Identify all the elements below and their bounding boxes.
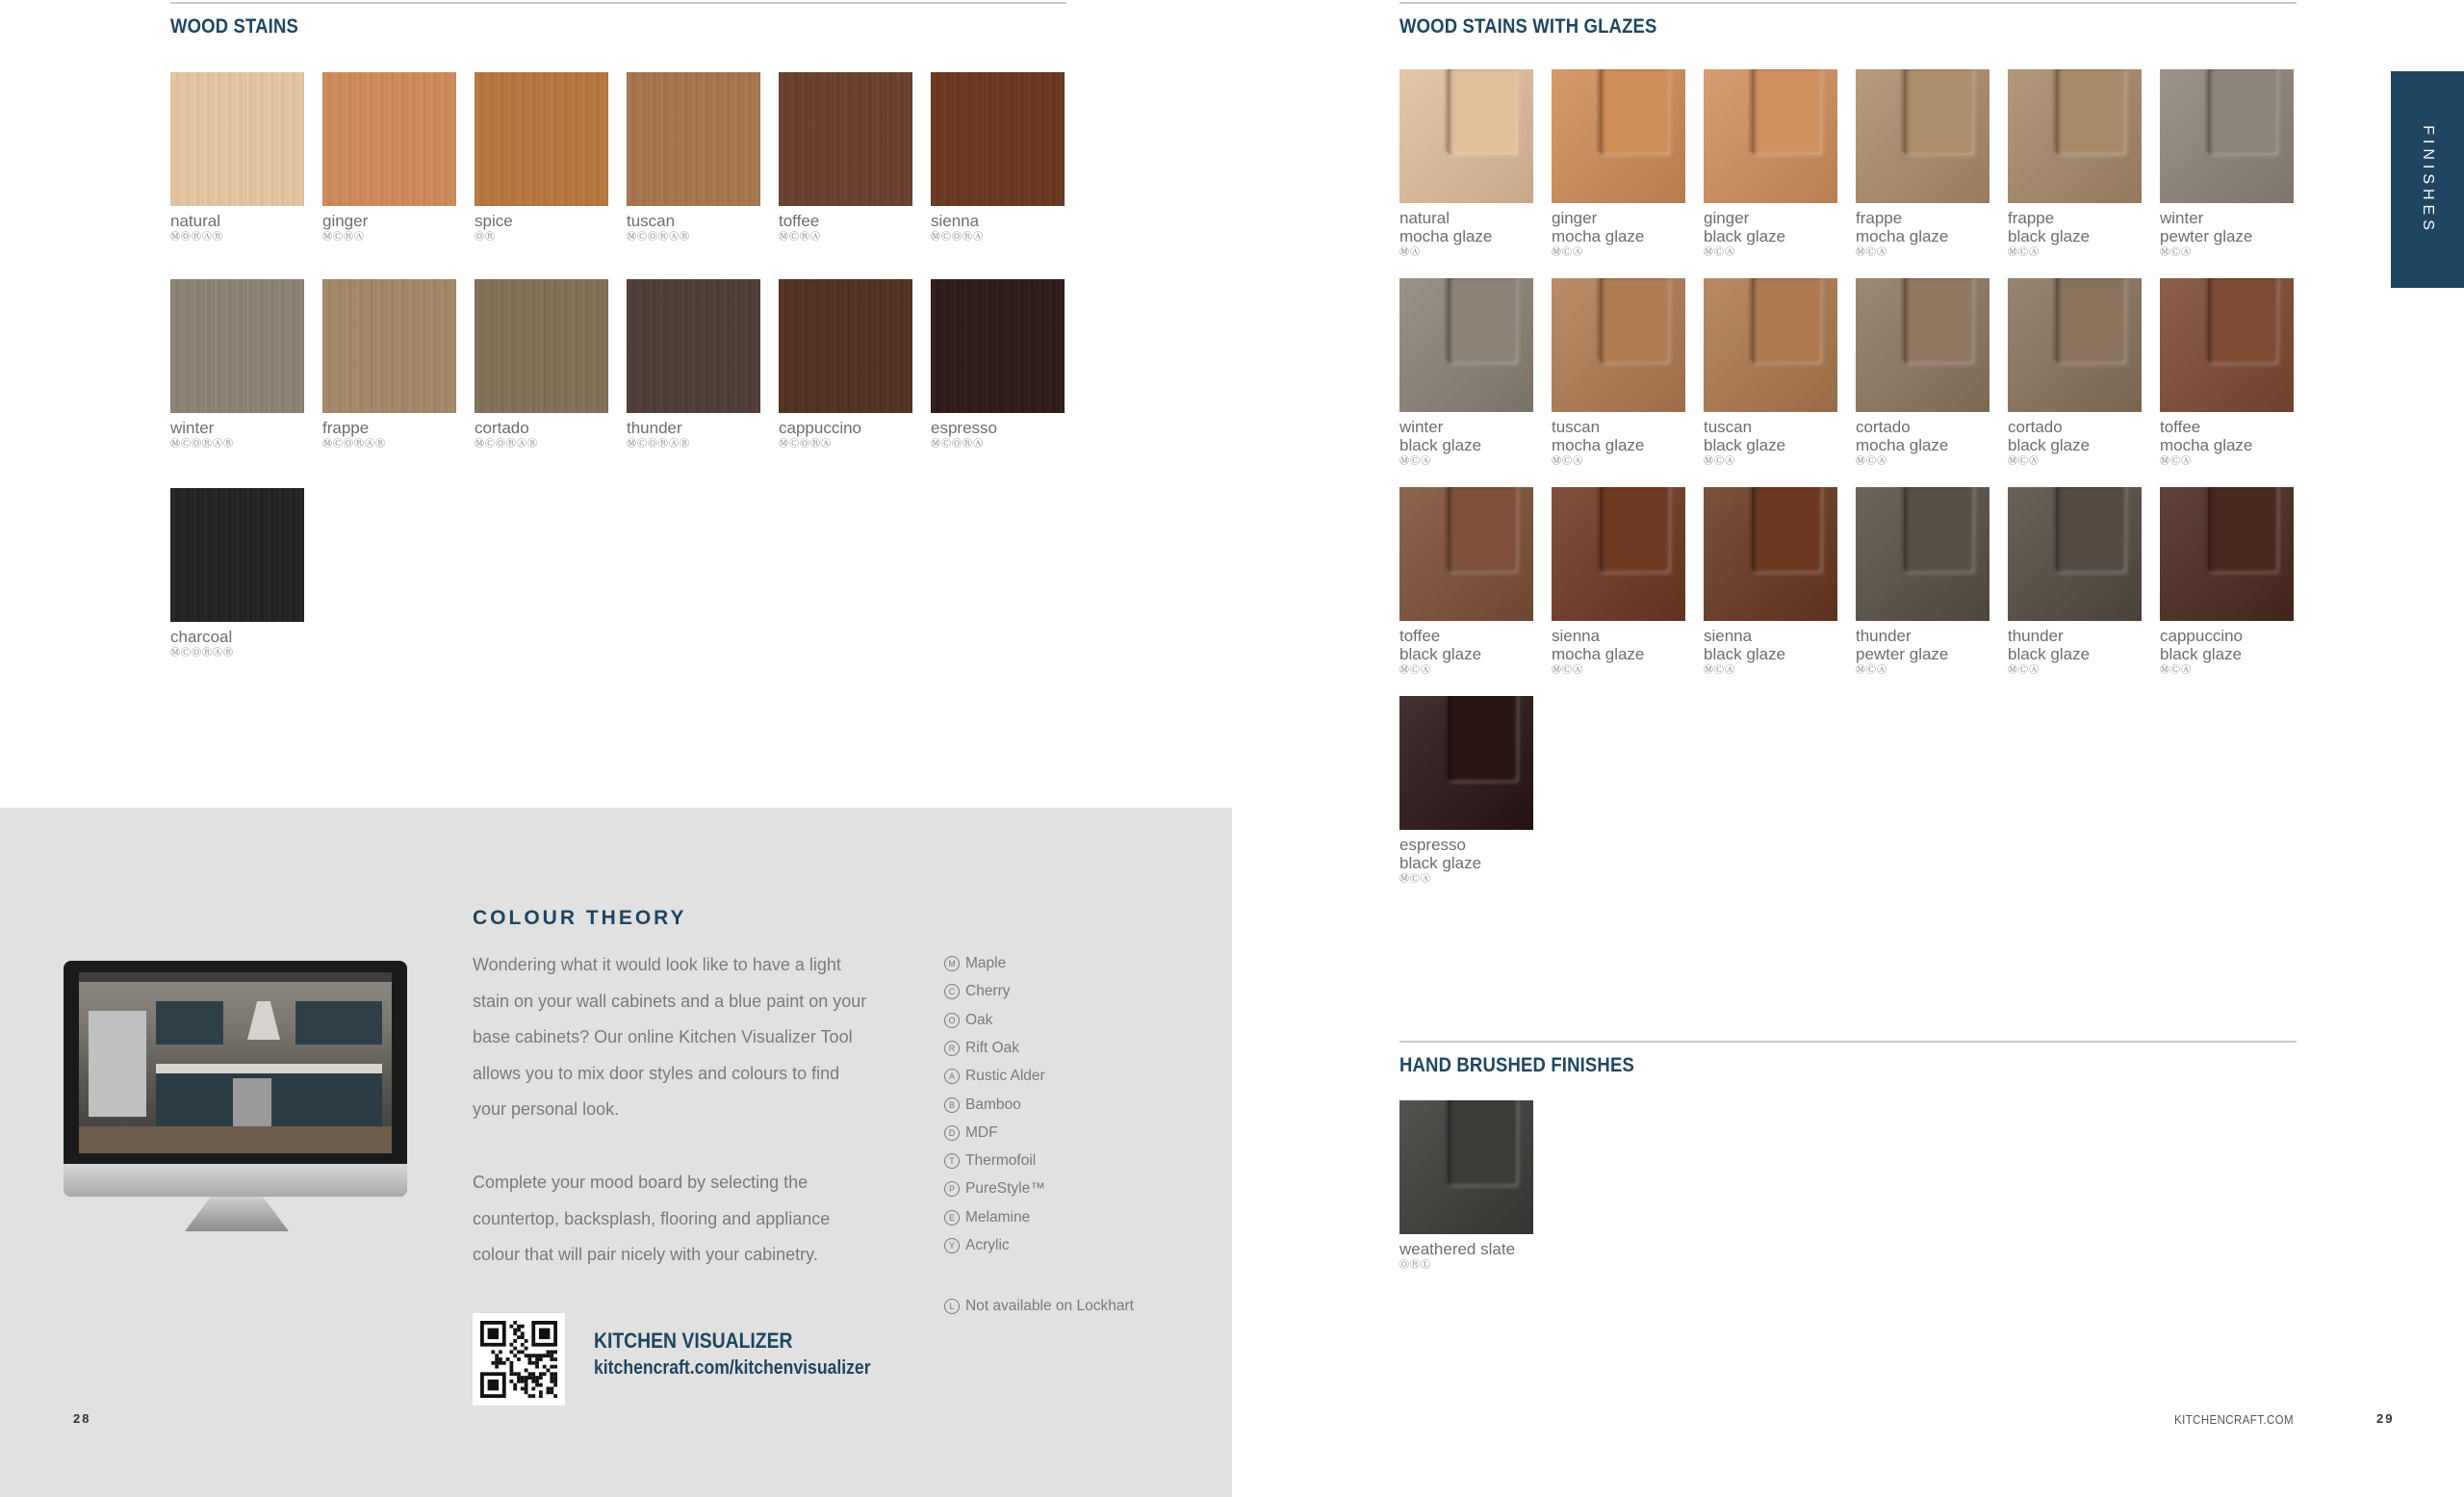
legend-symbol: O: [944, 1013, 960, 1028]
legend-item: [944, 1180, 1045, 1198]
wood-stain-material-codes: ⓂⒸⓄⓇⒶ: [931, 232, 984, 243]
door-panel: [1904, 487, 1974, 573]
glaze-swatch-image: [1856, 69, 1989, 203]
legend-label: Rustic Alder: [965, 1068, 1045, 1085]
glaze-material-codes: ⓂⒸⒶ: [1704, 665, 1735, 676]
wood-grain-texture: [931, 72, 1065, 206]
qr-code-pattern: [473, 1313, 565, 1406]
wood-stain-material-codes: ⓂⒸⓇⒶ: [779, 232, 821, 243]
wood-stain-swatch-6[interactable]: [170, 279, 304, 451]
glaze-name: cappuccino black glaze: [2160, 627, 2244, 663]
wood-stains-heading: WOOD STAINS: [170, 15, 299, 38]
glaze-material-codes: ⓂⒸⒶ: [1552, 665, 1583, 676]
glaze-swatch-image: [1399, 69, 1533, 203]
wood-grain-texture: [322, 279, 456, 413]
glaze-swatch-image: [2160, 69, 2294, 203]
wood-stain-material-codes: ⓂⒸⓄⓇⒶⒷ: [170, 439, 234, 450]
kitchen-visualizer-title: KITCHEN VISUALIZER: [594, 1329, 793, 1353]
glaze-swatch-image: [2008, 69, 2142, 203]
top-rule-left: [170, 2, 1066, 4]
glaze-swatch-6[interactable]: [1399, 278, 1533, 468]
colour-theory-paragraph-1: Wondering what it would look like to have a light stain on your wall cabinets and a blue paint on your base cabinets? Our online Kitchen Visualizer Tool allows you to mix door styles and colours to find your personal look.: [473, 955, 867, 1120]
page-number-left: 28: [73, 1411, 91, 1426]
legend-item: [944, 1237, 1010, 1254]
wood-stain-swatch-image: [627, 279, 760, 413]
wood-stain-swatch-1[interactable]: [322, 72, 456, 244]
wood-stain-name: thunder: [627, 419, 682, 437]
wood-stain-name: frappe: [322, 419, 370, 437]
wood-stain-swatch-image: [475, 72, 608, 206]
glaze-material-codes: ⓂⒸⒶ: [1704, 456, 1735, 467]
wood-stain-swatch-0[interactable]: [170, 72, 304, 244]
colour-theory-paragraph-2: Complete your mood board by selecting the countertop, backsplash, flooring and appliance colour that will pair nicely with your cabinetry.: [473, 1173, 831, 1265]
wood-stain-name: toffee: [779, 212, 820, 230]
page-number-right: 29: [2376, 1411, 2395, 1426]
glaze-swatch-image: [2160, 487, 2294, 621]
wood-stain-material-codes: ⓂⒸⓄⓇⒶⒷ: [322, 439, 386, 450]
door-panel: [2056, 69, 2126, 155]
wood-grain-texture: [170, 488, 304, 622]
colour-theory-title: COLOUR THEORY: [473, 907, 687, 929]
legend-item: [944, 955, 1006, 972]
glaze-swatch-13[interactable]: [1552, 487, 1685, 677]
wood-stain-swatch-image: [170, 488, 304, 622]
wood-stain-name: cortado: [475, 419, 529, 437]
glaze-swatch-9[interactable]: [1856, 278, 1989, 468]
legend-item: [944, 1012, 992, 1029]
wood-stain-material-codes: ⓂⒸⓇⒶ: [322, 232, 365, 243]
wood-stain-swatch-image: [779, 279, 912, 413]
wood-stain-swatch-3[interactable]: [627, 72, 760, 244]
wood-grain-texture: [170, 72, 304, 206]
legend-label: Acrylic: [965, 1237, 1010, 1253]
legend-label: PureStyle™: [965, 1180, 1045, 1198]
glaze-swatch-16[interactable]: [2008, 487, 2142, 677]
glaze-material-codes: ⓂⒸⒶ: [1856, 665, 1887, 676]
wood-stain-swatch-image: [931, 72, 1065, 206]
glaze-name: frappe black glaze: [2008, 209, 2091, 245]
glaze-swatch-10[interactable]: [2008, 278, 2142, 468]
wood-stain-swatch-image: [779, 72, 912, 206]
glaze-swatch-18[interactable]: [1399, 696, 1533, 886]
wood-stain-swatch-9[interactable]: [627, 279, 760, 451]
glaze-name: winter pewter glaze: [2160, 209, 2253, 245]
glaze-material-codes: ⓂⒸⒶ: [2008, 247, 2040, 258]
finishes-side-tab[interactable]: [2391, 71, 2464, 288]
door-panel: [1904, 69, 1974, 155]
glaze-swatch-7[interactable]: [1552, 278, 1685, 468]
door-panel: [1448, 69, 1518, 155]
legend-item: [944, 1097, 1021, 1114]
legend-item: [944, 1068, 1045, 1085]
glaze-name: frappe mocha glaze: [1856, 209, 1949, 245]
glaze-material-codes: ⓂⒸⒶ: [1856, 456, 1887, 467]
glaze-name: sienna mocha glaze: [1552, 627, 1645, 663]
glaze-material-codes: ⓂⒶ: [1399, 247, 1421, 258]
legend-symbol: A: [944, 1069, 960, 1084]
glaze-swatch-4[interactable]: [2008, 69, 2142, 259]
wood-stain-name: sienna: [931, 212, 980, 230]
glaze-name: ginger black glaze: [1704, 209, 1786, 245]
glaze-swatch-image: [1704, 69, 1837, 203]
door-panel: [1448, 696, 1518, 782]
glaze-name: winter black glaze: [1399, 418, 1482, 454]
legend-symbol: D: [944, 1125, 960, 1141]
door-panel: [2056, 487, 2126, 573]
wood-stain-swatch-2[interactable]: [475, 72, 608, 244]
wood-stain-swatch-10[interactable]: [779, 279, 912, 451]
wood-stain-swatch-image: [322, 72, 456, 206]
glaze-material-codes: ⓂⒸⒶ: [1856, 247, 1887, 258]
glaze-name: thunder black glaze: [2008, 627, 2091, 663]
kitchen-visualizer-screenshot: [79, 972, 392, 1153]
glaze-name: thunder pewter glaze: [1856, 627, 1949, 663]
legend-item: [944, 983, 1011, 1000]
legend-symbol: C: [944, 984, 960, 999]
door-panel: [1448, 278, 1518, 364]
glaze-swatch-12[interactable]: [1399, 487, 1533, 677]
wood-stain-material-codes: ⓂⓄⓇⒶⒷ: [170, 232, 223, 243]
glaze-material-codes: ⓂⒸⒶ: [2008, 665, 2040, 676]
hand-brushed-heading: HAND BRUSHED FINISHES: [1399, 1054, 1634, 1076]
glaze-swatch-14[interactable]: [1704, 487, 1837, 677]
door-panel: [1904, 278, 1974, 364]
legend-symbol: R: [944, 1041, 960, 1056]
glaze-name: tuscan mocha glaze: [1552, 418, 1645, 454]
glaze-material-codes: ⓂⒸⒶ: [2008, 456, 2040, 467]
kitchen-visualizer-link[interactable]: kitchencraft.com/kitchenvisualizer: [594, 1357, 871, 1379]
door-panel: [1448, 487, 1518, 573]
wood-stain-swatch-12[interactable]: [170, 488, 304, 659]
glaze-swatch-image: [1552, 69, 1685, 203]
legend-symbol: E: [944, 1210, 960, 1226]
glaze-swatch-image: [1704, 278, 1837, 412]
glaze-swatch-image: [1856, 487, 1989, 621]
glaze-swatch-image: [2160, 278, 2294, 412]
wood-stain-material-codes: ⓂⒸⓄⓇⒶⒷ: [475, 439, 538, 450]
door-panel: [2208, 69, 2278, 155]
wood-stain-name: tuscan: [627, 212, 676, 230]
legend-label: Cherry: [965, 983, 1011, 1000]
door-panel: [1600, 69, 1670, 155]
wood-stain-swatch-image: [322, 279, 456, 413]
hand-brushed-name: weathered slate: [1399, 1240, 1516, 1258]
legend-item: [944, 1209, 1030, 1226]
glaze-material-codes: ⓂⒸⒶ: [2160, 456, 2192, 467]
legend-symbol: Y: [944, 1238, 960, 1253]
wood-stain-swatch-image: [627, 72, 760, 206]
wood-stain-swatch-image: [170, 72, 304, 206]
legend-label: Thermofoil: [965, 1152, 1037, 1170]
legend-note: [944, 1298, 1134, 1315]
glaze-name: espresso black glaze: [1399, 836, 1482, 872]
wood-grain-texture: [322, 72, 456, 206]
legend-symbol: T: [944, 1153, 960, 1169]
top-rule-right: [1399, 2, 2297, 4]
glazes-heading: WOOD STAINS WITH GLAZES: [1399, 15, 1657, 38]
door-panel: [1752, 487, 1822, 573]
legend-label: Bamboo: [965, 1096, 1021, 1113]
legend-label: Rift Oak: [965, 1039, 1019, 1056]
glaze-swatch-image: [1399, 278, 1533, 412]
wood-stain-name: natural: [170, 212, 220, 230]
legend-label: Melamine: [965, 1208, 1031, 1226]
glaze-name: sienna black glaze: [1704, 627, 1786, 663]
glaze-name: toffee black glaze: [1399, 627, 1482, 663]
door-panel: [1600, 278, 1670, 364]
hand-brushed-swatch-image: [1399, 1100, 1533, 1234]
door-panel: [2208, 278, 2278, 364]
wood-stain-material-codes: ⓂⒸⓄⓇⒶⒷ: [627, 439, 690, 450]
wood-stain-swatch-7[interactable]: [322, 279, 456, 451]
glaze-material-codes: ⓂⒸⒶ: [1552, 456, 1583, 467]
wood-stain-swatch-image: [475, 279, 608, 413]
wood-stain-name: espresso: [931, 419, 997, 437]
legend-item: [944, 1124, 998, 1142]
glaze-name: natural mocha glaze: [1399, 209, 1493, 245]
wood-grain-texture: [170, 279, 304, 413]
glaze-swatch-8[interactable]: [1704, 278, 1837, 468]
glaze-material-codes: ⓂⒸⒶ: [2160, 665, 2192, 676]
wood-stain-swatch-image: [170, 279, 304, 413]
legend-label: Maple: [965, 955, 1007, 971]
wood-stain-material-codes: ⓄⓇ: [475, 232, 496, 243]
legend-symbol: P: [944, 1181, 960, 1197]
glaze-swatch-image: [1704, 487, 1837, 621]
door-panel: [1600, 487, 1670, 573]
wood-grain-texture: [779, 279, 912, 413]
glaze-name: tuscan black glaze: [1704, 418, 1786, 454]
glaze-swatch-3[interactable]: [1856, 69, 1989, 259]
glaze-swatch-15[interactable]: [1856, 487, 1989, 677]
glaze-name: cortado black glaze: [2008, 418, 2091, 454]
legend-symbol: M: [944, 956, 960, 971]
glaze-swatch-image: [1399, 487, 1533, 621]
wood-stain-name: winter: [170, 419, 215, 437]
door-panel: [1752, 278, 1822, 364]
wood-stain-swatch-8[interactable]: [475, 279, 608, 451]
glaze-swatch-image: [1552, 487, 1685, 621]
wood-stain-material-codes: ⓂⒸⓄⓇⒶⒷ: [170, 648, 234, 658]
legend-label: MDF: [965, 1123, 998, 1141]
door-panel: [1448, 1100, 1518, 1186]
glaze-material-codes: ⓂⒸⒶ: [1399, 665, 1431, 676]
legend-note-symbol: L: [944, 1299, 960, 1314]
monitor-image: [64, 961, 407, 1197]
glaze-material-codes: ⓂⒸⒶ: [1704, 247, 1735, 258]
wood-stain-name: cappuccino: [779, 419, 862, 437]
wood-stain-name: ginger: [322, 212, 369, 230]
door-panel: [2056, 278, 2126, 364]
glaze-swatch-11[interactable]: [2160, 278, 2294, 468]
wood-stain-swatch-image: [931, 279, 1065, 413]
wood-stain-material-codes: ⓂⒸⓄⓇⒶ: [779, 439, 832, 450]
legend-note-label: Not available on Lockhart: [965, 1298, 1134, 1314]
hand-brushed-rule: [1399, 1041, 2297, 1043]
wood-grain-texture: [627, 72, 760, 206]
glaze-swatch-17[interactable]: [2160, 487, 2294, 677]
legend-item: [944, 1040, 1019, 1057]
glaze-swatch-image: [1856, 278, 1989, 412]
glaze-material-codes: ⓂⒸⒶ: [1399, 874, 1431, 885]
legend-label: Oak: [965, 1011, 993, 1028]
wood-grain-texture: [475, 72, 608, 206]
wood-grain-texture: [627, 279, 760, 413]
glaze-swatch-image: [1552, 278, 1685, 412]
glaze-name: ginger mocha glaze: [1552, 209, 1645, 245]
glaze-swatch-5[interactable]: [2160, 69, 2294, 259]
side-tab-label: FINISHES: [2420, 124, 2436, 235]
wood-stain-name: spice: [475, 212, 513, 230]
glaze-swatch-image: [2008, 278, 2142, 412]
qr-code[interactable]: [473, 1313, 565, 1406]
glaze-material-codes: ⓂⒸⒶ: [2160, 247, 2192, 258]
wood-stain-material-codes: ⓂⒸⓄⓇⒶ: [931, 439, 984, 450]
door-panel: [2208, 487, 2278, 573]
glaze-swatch-image: [2008, 487, 2142, 621]
hand-brushed-swatch-0[interactable]: [1399, 1100, 1533, 1272]
glaze-swatch-1[interactable]: [1552, 69, 1685, 259]
wood-stain-material-codes: ⓂⒸⓄⓇⒶⒷ: [627, 232, 690, 243]
glaze-material-codes: ⓂⒸⒶ: [1552, 247, 1583, 258]
glaze-material-codes: ⓂⒸⒶ: [1399, 456, 1431, 467]
legend-item: [944, 1152, 1036, 1170]
glaze-name: toffee mocha glaze: [2160, 418, 2253, 454]
wood-stain-name: charcoal: [170, 628, 233, 646]
wood-stain-swatch-5[interactable]: [931, 72, 1065, 244]
door-panel: [1752, 69, 1822, 155]
wood-stain-swatch-11[interactable]: [931, 279, 1065, 451]
site-url[interactable]: KITCHENCRAFT.COM: [2174, 1412, 2294, 1427]
glaze-name: cortado mocha glaze: [1856, 418, 1949, 454]
wood-grain-texture: [931, 279, 1065, 413]
legend-symbol: B: [944, 1097, 960, 1113]
monitor-chin: [64, 1164, 407, 1197]
glaze-swatch-0[interactable]: [1399, 69, 1533, 259]
wood-grain-texture: [779, 72, 912, 206]
wood-grain-texture: [475, 279, 608, 413]
hand-brushed-material-codes: ⓄⓇⓁ: [1399, 1260, 1431, 1271]
glaze-swatch-image: [1399, 696, 1533, 830]
wood-stain-swatch-4[interactable]: [779, 72, 912, 244]
glaze-swatch-2[interactable]: [1704, 69, 1837, 259]
